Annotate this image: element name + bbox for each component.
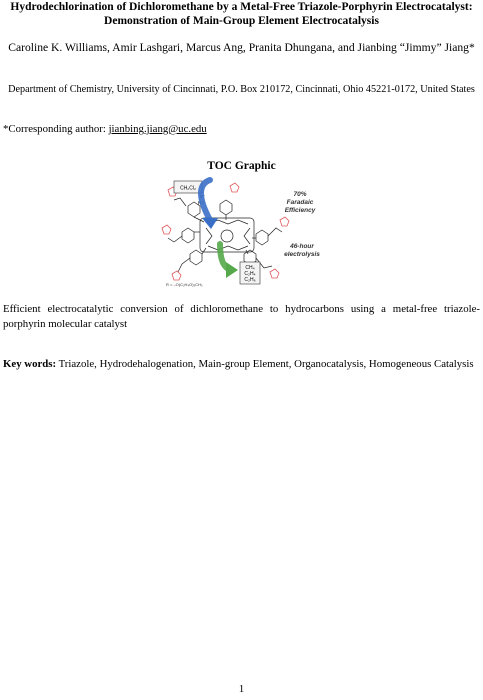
electrolysis-hours: 46-hour [290,243,314,250]
green-arrow-head [226,262,238,278]
paper-title: Hydrodechlorination of Dichloromethane by a Metal-Free Triazole-Porphyrin Electrocatalyst: Demonstration of Main-Group Element Electrocatalysis [10,1,473,27]
reactant-label: CH₂Cl₂ [180,185,196,192]
efficiency-word: Efficiency [284,207,316,214]
author-list: Caroline K. Williams, Amir Lashgari, Marcus Ang, Pranita Dhungana, and Jianbing “Jimmy” Jiang* [8,41,475,54]
corresponding-email-link[interactable]: jianbing.jiang@uc.edu [108,123,207,135]
corresponding-label: *Corresponding author: [3,123,109,135]
blue-arrow-head [202,218,218,229]
electrolysis-word: electrolysis [284,251,320,258]
proton-label: H⁺ [198,201,205,207]
blue-reaction-arrow [201,180,210,220]
faradaic-word: Faradaic [286,199,314,206]
toc-description: Efficient electrocatalytic conversion of dichloromethane to hydrocarbons using a metal-free triazole-porphyrin molecular catalyst [3,303,480,330]
keywords [3,351,480,379]
affiliation: Department of Chemistry, University of Cincinnati, P.O. Box 210172, Cincinnati, Ohio 45221-0172, United States [8,84,475,95]
page-number: 1 [238,683,245,695]
toc-graphic [160,176,335,291]
product-ethane: C₂H₆ [244,277,256,283]
keywords-text: Triazole, Hydrodehalogenation, Main-group Element, Organocatalysis, Homogeneous Catalysis [56,358,474,370]
electron-label: e⁻ [200,194,206,200]
product-ethylene: C₂H₄ [244,271,256,277]
corresponding-author [3,122,207,136]
product-methane: CH₄ [245,265,255,271]
faradaic-percent: 70% [293,191,307,198]
r-group-label: R = –O(C₂H₄O)₃CH₃ [166,282,203,287]
toc-heading: TOC Graphic [207,160,276,172]
keywords-label: Key words: [3,358,57,370]
